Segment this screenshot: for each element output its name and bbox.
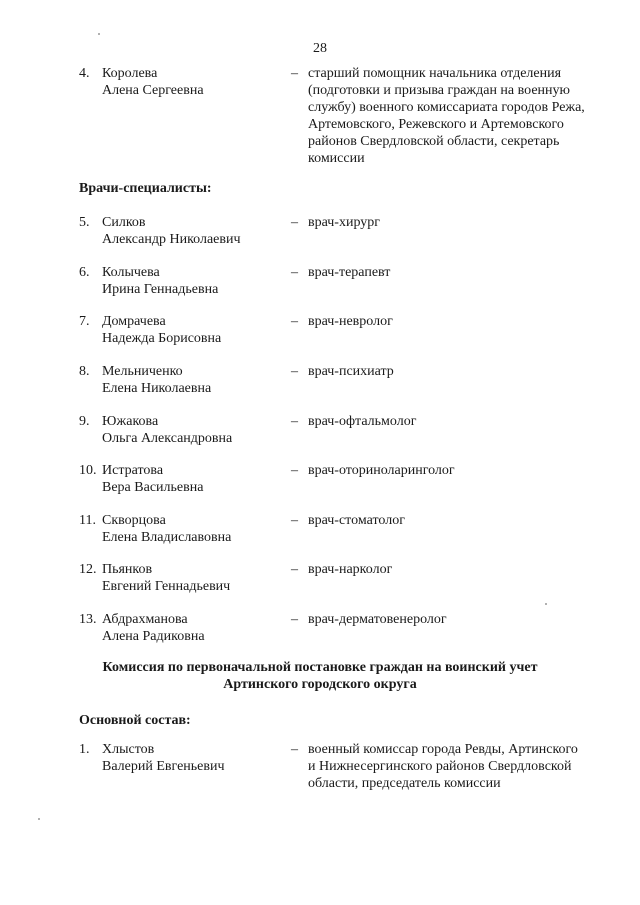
entry-number: 13. [79,612,97,627]
member-name [102,65,282,99]
separator-dash: – [291,612,298,627]
member-surname: Южакова [102,414,159,429]
role-line: врач-нарколог [308,562,393,577]
role-line: и Нижнесергинского районов Свердловской [308,759,572,774]
role-line: районов Свердловской области, секретарь [308,134,560,149]
role-line: врач-стоматолог [308,513,405,528]
commission-title-line: Комиссия по первоначальной постановке граждан на воинский учет [102,660,538,675]
member-surname: Королева [102,66,158,81]
member-role [308,65,619,167]
member-given-names: Алена Сергеевна [102,83,204,98]
role-line: врач-офтальмолог [308,414,417,429]
separator-dash: – [291,513,298,528]
member-name [102,741,282,775]
separator-dash: – [291,742,298,757]
role-line: врач-психиатр [308,364,394,379]
role-line: врач-невролог [308,314,393,329]
member-role [308,462,619,479]
role-line: врач-оториноларинголог [308,463,455,478]
member-name [102,363,282,397]
role-line: (подготовки и призыва граждан на военную [308,83,570,98]
member-role [308,313,619,330]
commission-title [0,659,640,693]
separator-dash: – [291,314,298,329]
entry-number: 9. [79,414,90,429]
role-line: области, председатель комиссии [308,776,501,791]
member-surname: Силков [102,215,146,230]
member-surname: Скворцова [102,513,166,528]
entry-number: 6. [79,265,90,280]
entry-number: 10. [79,463,97,478]
member-role [308,363,619,380]
separator-dash: – [291,463,298,478]
member-given-names: Алена Радиковна [102,629,205,644]
section-heading-main: Основной состав: [79,713,191,728]
member-given-names: Елена Владиславовна [102,530,232,545]
member-surname: Домрачева [102,314,166,329]
entry-number: 4. [79,66,90,81]
scan-speck [38,818,40,820]
entry-number: 8. [79,364,90,379]
member-surname: Колычева [102,265,160,280]
separator-dash: – [291,66,298,81]
member-given-names: Вера Васильевна [102,480,204,495]
separator-dash: – [291,364,298,379]
member-name [102,214,282,248]
member-given-names: Ирина Геннадьевна [102,282,219,297]
member-role [308,611,619,628]
member-given-names: Александр Николаевич [102,232,241,247]
role-line: врач-дерматовенеролог [308,612,447,627]
member-given-names: Надежда Борисовна [102,331,222,346]
section-heading-doctors: Врачи-специалисты: [79,181,212,196]
member-name [102,313,282,347]
member-role [308,512,619,529]
scan-speck [98,33,100,35]
member-name [102,611,282,645]
member-role [308,561,619,578]
member-role [308,264,619,281]
entry-number: 5. [79,215,90,230]
role-line: врач-терапевт [308,265,391,280]
role-line: комиссии [308,151,365,166]
member-given-names: Евгений Геннадьевич [102,579,231,594]
member-surname: Пьянков [102,562,153,577]
separator-dash: – [291,265,298,280]
role-line: службу) военного комиссариата городов Режа, [308,100,585,115]
member-surname: Хлыстов [102,742,155,757]
entry-number: 7. [79,314,90,329]
member-surname: Абдрахманова [102,612,188,627]
member-surname: Мельниченко [102,364,183,379]
scan-speck [545,603,547,605]
member-given-names: Ольга Александровна [102,431,233,446]
member-name [102,512,282,546]
member-given-names: Елена Николаевна [102,381,212,396]
entry-number: 12. [79,562,97,577]
commission-title-line: Артинского городского округа [223,677,417,692]
member-role [308,741,619,792]
role-line: военный комиссар города Ревды, Артинского [308,742,578,757]
entry-number: 11. [79,513,96,528]
role-line: врач-хирург [308,215,381,230]
member-given-names: Валерий Евгеньевич [102,759,225,774]
role-line: Артемовского, Режевского и Артемовского [308,117,564,132]
member-name [102,264,282,298]
separator-dash: – [291,414,298,429]
member-role [308,214,619,231]
entry-number: 1. [79,742,90,757]
member-role [308,413,619,430]
member-name [102,413,282,447]
page-number: 28 [313,41,327,56]
role-line: старший помощник начальника отделения [308,66,562,81]
separator-dash: – [291,562,298,577]
member-surname: Истратова [102,463,164,478]
member-name [102,561,282,595]
separator-dash: – [291,215,298,230]
member-name [102,462,282,496]
